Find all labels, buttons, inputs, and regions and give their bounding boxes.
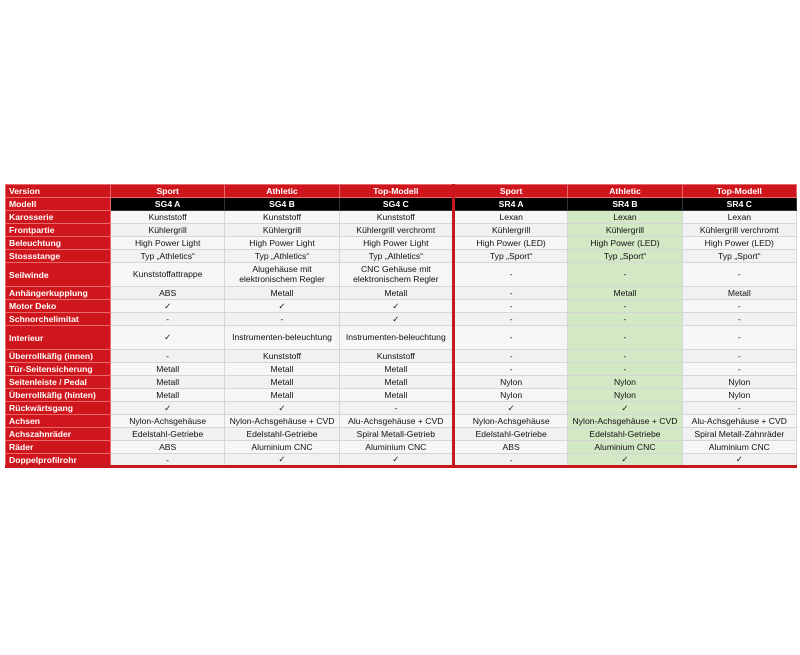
table-cell: Edelstahl-Getriebe [111, 428, 225, 441]
table-cell: ✓ [568, 454, 682, 467]
row-label: Stossstange [6, 250, 111, 263]
table-row [6, 263, 797, 287]
table-cell: - [682, 313, 796, 326]
table-cell: - [682, 350, 796, 363]
table-cell: Kühlergrill verchromt [339, 224, 453, 237]
model-cell: SR4 B [568, 198, 682, 211]
table-cell: Spiral Metall-Getrieb [339, 428, 453, 441]
table-cell: Nylon-Achsgehäuse + CVD [225, 415, 339, 428]
row-label: Karosserie [6, 211, 111, 224]
table-cell: Edelstahl-Getriebe [225, 428, 339, 441]
table-row [6, 211, 797, 224]
table-cell: Nylon-Achsgehäuse + CVD [568, 415, 682, 428]
table-cell: Metall [225, 376, 339, 389]
table-cell: Kühlergrill [453, 224, 567, 237]
table-cell: - [568, 326, 682, 350]
table-cell: - [568, 313, 682, 326]
table-cell: Metall [568, 287, 682, 300]
table-cell: Nylon [568, 389, 682, 402]
table-cell: High Power (LED) [568, 237, 682, 250]
row-label: Doppelprofilrohr [6, 454, 111, 467]
row-label: Rückwärtsgang [6, 402, 111, 415]
row-label: Frontpartie [6, 224, 111, 237]
table-cell: Kühlergrill [111, 224, 225, 237]
table-cell: Spiral Metall-Zahnräder [682, 428, 796, 441]
row-label: Interieur [6, 326, 111, 350]
table-cell: Nylon [682, 389, 796, 402]
row-label: Tür-Seitensicherung [6, 363, 111, 376]
table-cell: Nylon [453, 389, 567, 402]
table-cell: Kunststoff [339, 350, 453, 363]
table-cell: ✓ [339, 300, 453, 313]
table-cell: Kunststoff [339, 211, 453, 224]
model-cell: SG4 B [225, 198, 339, 211]
row-label: Überrollkäfig (hinten) [6, 389, 111, 402]
table-cell: Metall [225, 389, 339, 402]
table-row [6, 237, 797, 250]
table-cell: ✓ [111, 326, 225, 350]
table-cell: Metall [111, 376, 225, 389]
table-cell: - [682, 363, 796, 376]
table-cell: High Power Light [225, 237, 339, 250]
table-row [6, 389, 797, 402]
table-cell: Metall [339, 363, 453, 376]
table-row [6, 428, 797, 441]
table-cell: Nylon [568, 376, 682, 389]
table-cell: Lexan [453, 211, 567, 224]
table-cell: ABS [111, 441, 225, 454]
table-cell: High Power (LED) [682, 237, 796, 250]
row-label: Räder [6, 441, 111, 454]
table-cell: Metall [225, 287, 339, 300]
table-cell: - [111, 454, 225, 467]
table-row [6, 441, 797, 454]
row-label: Achszahnräder [6, 428, 111, 441]
table-cell: Aluminium CNC [225, 441, 339, 454]
table-cell: - [682, 402, 796, 415]
table-cell: - [568, 300, 682, 313]
table-cell: High Power Light [339, 237, 453, 250]
table-cell: ✓ [339, 313, 453, 326]
table-row [6, 402, 797, 415]
table-cell: - [453, 287, 567, 300]
table-cell: Aluminium CNC [682, 441, 796, 454]
table-cell: Alugehäuse mit elektronischem Regler [225, 263, 339, 287]
table-cell: Metall [339, 376, 453, 389]
model-cell: SR4 C [682, 198, 796, 211]
table-cell: Typ „Athletics“ [339, 250, 453, 263]
table-cell: Kühlergrill verchromt [682, 224, 796, 237]
table-cell: Kunststoff [225, 350, 339, 363]
table-row [6, 224, 797, 237]
version-row [6, 185, 797, 198]
table-cell: Lexan [568, 211, 682, 224]
model-label: Modell [6, 198, 111, 211]
table-cell: Alu-Achsgehäuse + CVD [682, 415, 796, 428]
table-cell: Kunststoff [225, 211, 339, 224]
table-row [6, 287, 797, 300]
table-cell: Nylon-Achsgehäuse [111, 415, 225, 428]
table-row [6, 350, 797, 363]
table-cell: - [453, 300, 567, 313]
table-row [6, 363, 797, 376]
table-row [6, 415, 797, 428]
table-cell: Nylon-Achsgehäuse [453, 415, 567, 428]
table-cell: Instrumenten-beleuchtung [225, 326, 339, 350]
table-row [6, 250, 797, 263]
table-cell: Typ „Athletics“ [225, 250, 339, 263]
table-cell: High Power (LED) [453, 237, 567, 250]
table-cell: - [453, 350, 567, 363]
table-cell: Edelstahl-Getriebe [568, 428, 682, 441]
table-cell: - [453, 363, 567, 376]
table-cell: Typ „Sport“ [453, 250, 567, 263]
table-cell: ✓ [225, 454, 339, 467]
table-cell: Metall [225, 363, 339, 376]
model-cell: SG4 A [111, 198, 225, 211]
version-cell: Sport [111, 185, 225, 198]
table-cell: Kühlergrill [225, 224, 339, 237]
table-cell: - [568, 363, 682, 376]
table-cell: - [453, 313, 567, 326]
table-cell: High Power Light [111, 237, 225, 250]
table-cell: Metall [682, 287, 796, 300]
table-cell: ✓ [225, 402, 339, 415]
table-cell: Typ „Sport“ [682, 250, 796, 263]
table-cell: - [682, 300, 796, 313]
table-cell: - [453, 454, 567, 467]
table-cell: ✓ [111, 300, 225, 313]
table-cell: ABS [111, 287, 225, 300]
table-cell: ABS [453, 441, 567, 454]
table-cell: Edelstahl-Getriebe [453, 428, 567, 441]
table-cell: ✓ [568, 402, 682, 415]
table-cell: ✓ [682, 454, 796, 467]
table-cell: CNC Gehäuse mit elektronischem Regler [339, 263, 453, 287]
version-cell: Top-Modell [682, 185, 796, 198]
table-row [6, 326, 797, 350]
table-row [6, 313, 797, 326]
row-label: Beleuchtung [6, 237, 111, 250]
row-label: Schnorchelimitat [6, 313, 111, 326]
table-cell: ✓ [111, 402, 225, 415]
table-cell: - [453, 263, 567, 287]
table-cell: ✓ [453, 402, 567, 415]
row-label: Überrollkäfig (innen) [6, 350, 111, 363]
row-label: Seitenleiste / Pedal [6, 376, 111, 389]
table-cell: ✓ [225, 300, 339, 313]
table-cell: - [453, 326, 567, 350]
version-cell: Athletic [568, 185, 682, 198]
model-cell: SR4 A [453, 198, 567, 211]
version-cell: Athletic [225, 185, 339, 198]
table-row [6, 300, 797, 313]
row-label: Motor Deko [6, 300, 111, 313]
table-cell: Aluminium CNC [339, 441, 453, 454]
table-cell: Lexan [682, 211, 796, 224]
version-cell: Top-Modell [339, 185, 453, 198]
table-cell: Typ „Athletics“ [111, 250, 225, 263]
table-cell: - [568, 263, 682, 287]
comparison-table-container [5, 184, 796, 468]
table-cell: - [111, 313, 225, 326]
comparison-table [5, 184, 797, 468]
table-cell: Nylon [682, 376, 796, 389]
table-cell: Aluminium CNC [568, 441, 682, 454]
table-cell: ✓ [339, 454, 453, 467]
row-label: Achsen [6, 415, 111, 428]
table-cell: - [339, 402, 453, 415]
table-cell: Kunststoffattrappe [111, 263, 225, 287]
table-cell: Metall [111, 389, 225, 402]
table-cell: - [568, 350, 682, 363]
table-cell: Metall [339, 287, 453, 300]
table-cell: - [682, 263, 796, 287]
table-cell: - [111, 350, 225, 363]
table-cell: Typ „Sport“ [568, 250, 682, 263]
table-cell: Nylon [453, 376, 567, 389]
row-label: Anhängerkupplung [6, 287, 111, 300]
row-label: Seilwinde [6, 263, 111, 287]
table-cell: - [225, 313, 339, 326]
version-label: Version [6, 185, 111, 198]
table-row [6, 376, 797, 389]
table-cell: Kühlergrill [568, 224, 682, 237]
table-cell: Kunststoff [111, 211, 225, 224]
table-cell: Metall [339, 389, 453, 402]
table-cell: Instrumenten-beleuchtung [339, 326, 453, 350]
table-cell: Alu-Achsgehäuse + CVD [339, 415, 453, 428]
version-cell: Sport [453, 185, 567, 198]
model-row [6, 198, 797, 211]
model-cell: SG4 C [339, 198, 453, 211]
table-row [6, 454, 797, 467]
table-cell: Metall [111, 363, 225, 376]
table-cell: - [682, 326, 796, 350]
feature-rows [6, 211, 797, 467]
